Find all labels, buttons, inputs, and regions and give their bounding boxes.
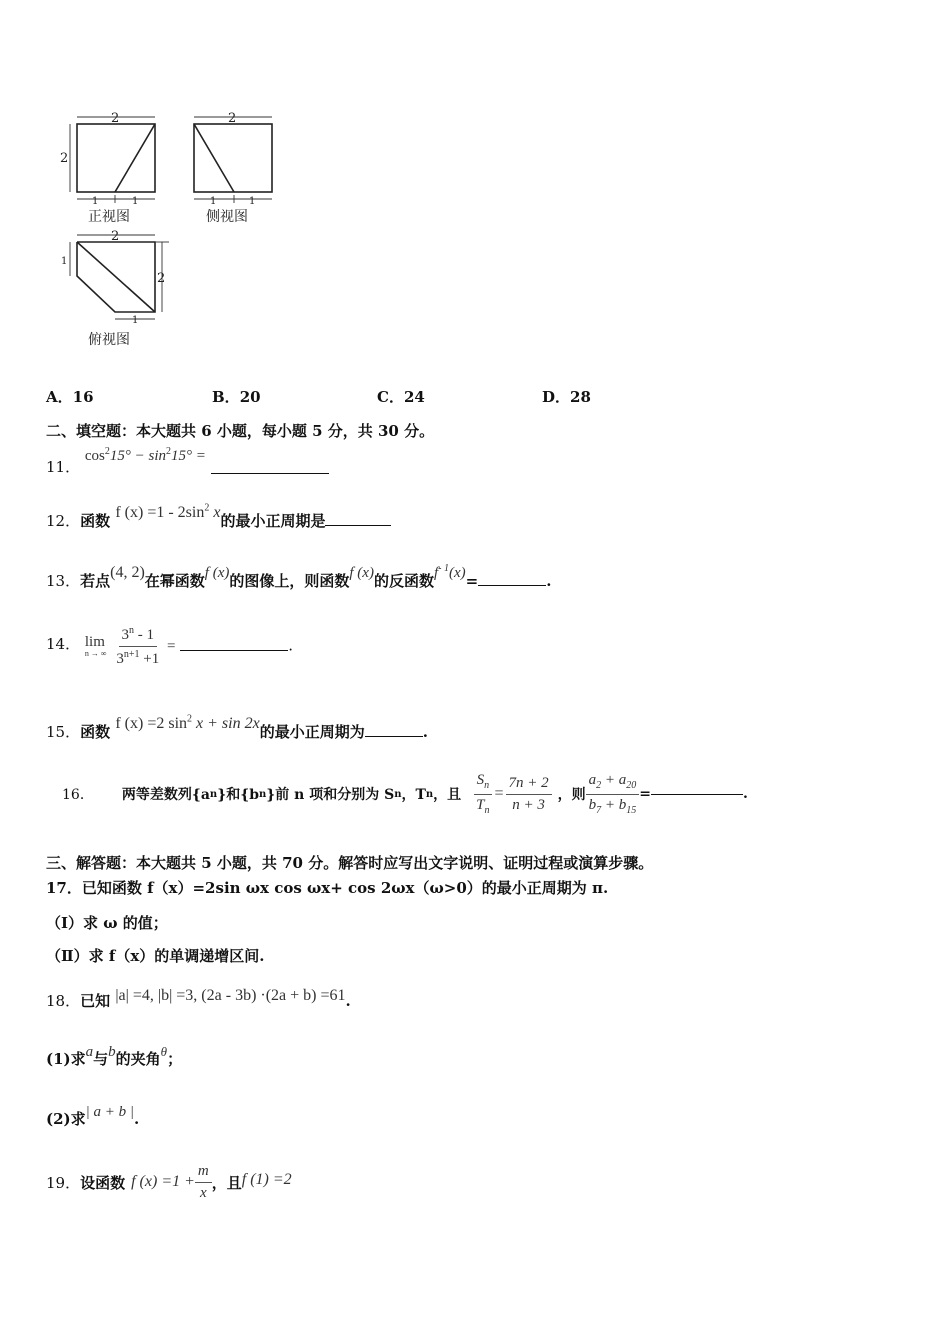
side-view-diagonal [194,124,234,192]
front-dim-left: 2 [60,151,69,166]
top-view-label: 俯视图 [88,332,130,348]
side-dim-bottom-left: 1 [210,196,217,207]
side-dim-top: 2 [228,111,237,126]
top-view-diagonal [77,242,155,312]
q15-expr: f (x) =2 $\sin^2 x + \sin 2x$ [115,713,260,732]
q11-number: 11． [46,458,81,476]
q18-expr: |a| =4, |b| =3, (2a - 3b) ·(2a + b) =61 [115,987,346,1004]
q19: 19． 设函数 f (x) =1 + $\frac{m}{x}$ ，且 f (1) =2 [46,1162,292,1201]
q12-answer-blank[interactable] [325,525,391,526]
front-view-diagonal [115,124,155,192]
q17-part1: （Ⅰ）求 ω 的值； [46,914,168,932]
q11-answer-blank[interactable] [211,473,329,474]
section3-heading: 三、解答题：本大题共 5 小题，共 70 分。解答时应写出文字说明、证明过程或演算步骤。 [46,854,654,872]
front-dim-top: 2 [111,111,120,126]
q14: 14． lim n → ∞ $\frac{3^n - 1}{3^{n+1} +1}$ = . [46,625,294,667]
q18-part1: (1)求a与b的夹角θ； [46,1044,183,1068]
front-dim-bottom-left: 1 [92,196,99,207]
choice-c: C．24 [377,388,425,406]
side-dim-bottom-right: 1 [249,196,256,207]
q18-part2: (2)求| a + b |. [46,1104,140,1128]
choice-a: A．16 [46,388,94,406]
front-dim-bottom-right: 1 [132,196,139,207]
choice-d: D．28 [542,388,591,406]
side-view-label: 侧视图 [206,209,248,225]
top-dim-left: 1 [61,256,68,267]
front-view-label: 正视图 [88,209,130,225]
q12-expr: f $(x) =1 - 2\sin^2$ x [115,502,221,521]
section2-heading: 二、填空题：本大题共 6 小题，每小题 5 分，共 30 分。 [46,422,435,440]
q11 [46,444,329,476]
front-view-rect [77,124,155,192]
q14-answer-blank[interactable] [180,650,288,651]
q18: 18．已知 |a| =4, |b| =3, (2a - 3b) ·(2a + b) =61. [46,987,351,1010]
q15-answer-blank[interactable] [365,736,423,737]
q15: 15．函数 f (x) =2 $\sin^2 x + \sin 2x$的最小正周期为 . [46,713,428,741]
q14-fraction: $\frac{3^n - 1}{3^{n+1} +1}$ [116,625,160,667]
q12: 12．函数 f $(x) =1 - 2\sin^2$ x的最小正周期是 [46,510,391,531]
top-dim-right: 2 [157,271,166,286]
q16: 16． 两等差数列{a n }和{b n }前 n 项和分别为 S n ，T n ，且 $\frac{S_n}{T_n}$ = $\frac{7n + 2}{n + 3}$ ，则 $\frac{a_2 + a_{20}}{b_7 + b_{15}}$ = . [62,771,748,816]
q11-expr: $\cos^215^\circ - \sin^215^\circ$ = [84,446,206,464]
side-view-rect [194,124,272,192]
q17-part2: （Ⅱ）求 f（x）的单调递增区间. [46,947,265,965]
choice-b: B．20 [212,388,261,406]
q17-stem: 17．已知函数 f（x）=2sin ωx cos ωx+ cos 2ωx（ω>0）的最小正周期为 π. [46,879,609,897]
q13: 13．若点(4, 2)在幂函数f (x)的图像上，则函数f (x)的反函数$f^{- 1}(x)=$ . [46,563,552,590]
three-view-figure [55,108,315,362]
top-dim-top: 2 [111,229,120,244]
q16-answer-blank[interactable] [651,794,743,795]
q13-answer-blank[interactable] [478,585,546,586]
top-dim-bottom: 1 [132,315,139,326]
three-view-diagram [55,108,315,358]
